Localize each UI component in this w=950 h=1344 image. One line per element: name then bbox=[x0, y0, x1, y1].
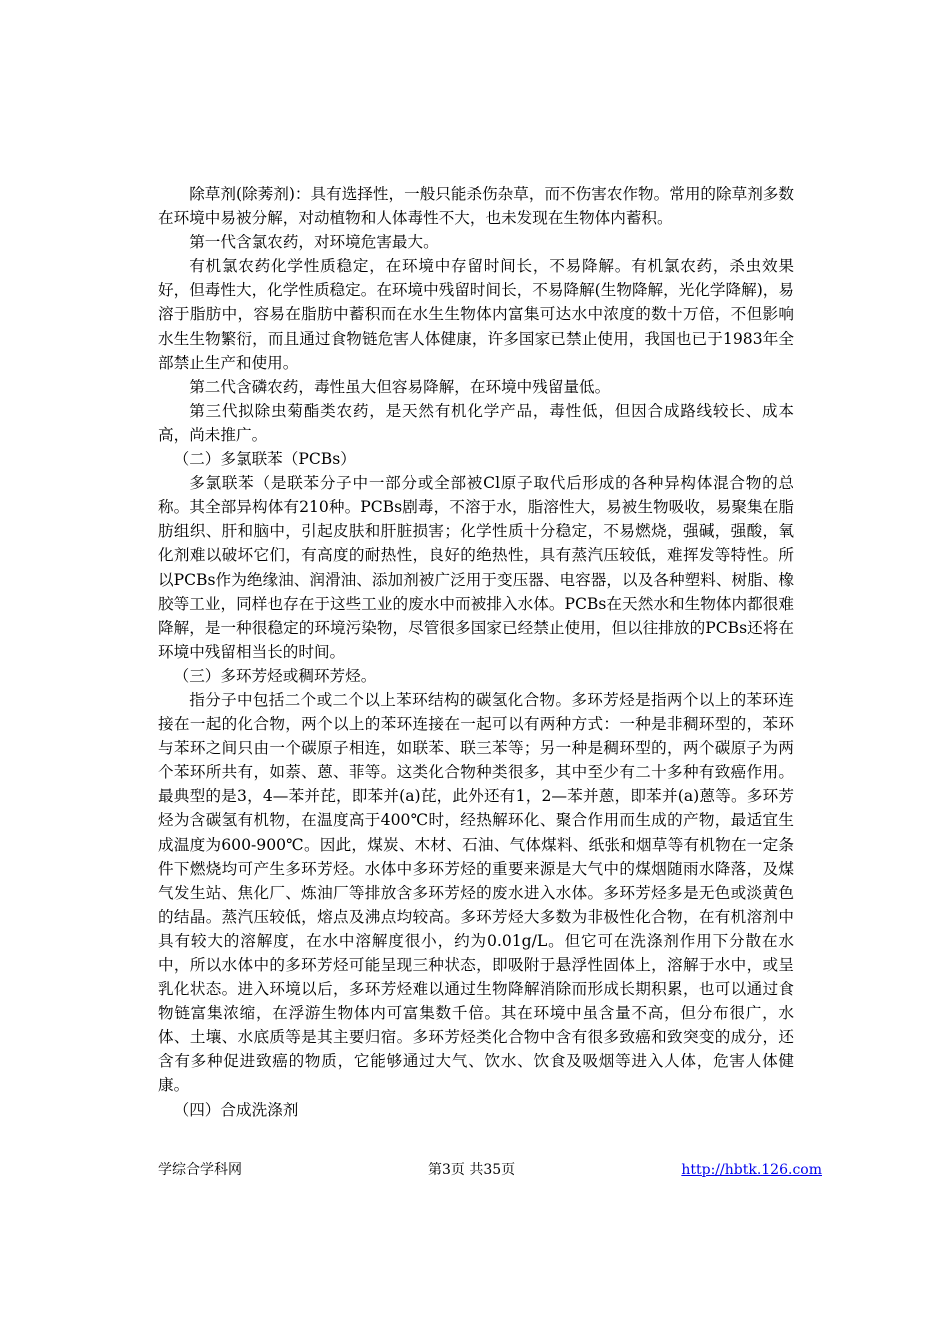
section-heading-pcbs: （二）多氯联苯（PCBs） bbox=[173, 450, 356, 469]
paragraph-organochlorine: 有机氯农药化学性质稳定，在环境中存留时间长，不易降解。有机氯农药，杀虫效果好，但毒性大，化学性质稳定。在环境中残留时间长，不易降解(生物降解，光化学降解)，易溶于脂肪中，容易在脂肪中蓄积而在水生生物体内富集可达水中浓度的数十万倍，不但影响水生生物繁衍，而且通过食物链危害人体健康，许多国家已禁止使用，我国也已于1983年全部禁止生产和使用。 bbox=[158, 257, 794, 372]
paragraph-second-gen: 第二代含磷农药，毒性虽大但容易降解，在环境中残留量低。 bbox=[189, 377, 611, 396]
paragraph-pcbs: 多氯联苯（是联苯分子中一部分或全部被Cl原子取代后形成的各种异构体混合物的总称。其全部异构体有210种。PCBs剧毒，不溶于水，脂溶性大，易被生物吸收，易聚集在脂肪组织、肝和脑中，引起皮肤和肝脏损害；化学性质十分稳定，不易燃烧，强碱，强酸，氧化剂难以破坏它们，有高度的耐热性，良好的绝热性，具有蒸汽压较低，难挥发等特性。所以PCBs作为绝缘油、润滑油、添加剂被广泛用于变压器、电容器，以及各种塑料、树脂、橡胶等工业，同样也存在于这些工业的废水中而被排入水体。PCBs在天然水和生物体内都很难降解，是一种很稳定的环境污染物，尽管很多国家已经禁止使用，但以往排放的PCBs还将在环境中残留相当长的时间。 bbox=[158, 474, 794, 661]
paragraph-herbicide: 除草剂(除莠剂)：具有选择性，一般只能杀伤杂草，而不伤害农作物。常用的除草剂多数在环境中易被分解，对动植物和人体毒性不大，也未发现在生物体内蓄积。 bbox=[158, 185, 794, 228]
footer-url-link[interactable]: http://hbtk.126.com bbox=[681, 1162, 822, 1178]
document-body bbox=[158, 182, 794, 1122]
section-heading-pah: （三）多环芳烃或稠环芳烃。 bbox=[173, 666, 377, 685]
paragraph-first-gen: 第一代含氯农药，对环境危害最大。 bbox=[189, 233, 439, 252]
paragraph-third-gen: 第三代拟除虫菊酯类农药，是天然有机化学产品，毒性低，但因合成路线较长、成本高，尚未推广。 bbox=[158, 401, 794, 444]
page-footer bbox=[158, 1158, 822, 1182]
footer-page-number: 第3页 共35页 bbox=[428, 1162, 516, 1178]
section-heading-detergent: （四）合成洗涤剂 bbox=[173, 1100, 299, 1119]
paragraph-pah: 指分子中包括二个或二个以上苯环结构的碳氢化合物。多环芳烃是指两个以上的苯环连接在一起的化合物，两个以上的苯环连接在一起可以有两种方式：一种是非稠环型的，苯环与苯环之间只由一个碳原子相连，如联苯、联三苯等；另一种是稠环型的，两个碳原子为两个苯环所共有，如萘、蒽、菲等。这类化合物种类很多，其中至少有二十多种有致癌作用。最典型的是3，4—苯并芘，即苯并(a)芘，此外还有1，2—苯并蒽，即苯并(a)蒽等。多环芳烃为含碳氢有机物，在温度高于400℃时，经热解环化、聚合作用而生成的产物，最适宜生成温度为600-900℃。因此，煤炭、木材、石油、气体煤料、纸张和烟草等有机物在一定条件下燃烧均可产生多环芳烃。水体中多环芳烃的重要来源是大气中的煤烟随雨水降落，及煤气发生站、焦化厂、炼油厂等排放含多环芳烃的废水进入水体。多环芳烃多是无色或淡黄色的结晶。蒸汽压较低，熔点及沸点均较高。多环芳烃大多数为非极性化合物，在有机溶剂中具有较大的溶解度，在水中溶解度很小，约为0.01g/L。但它可在洗涤剂作用下分散在水中，所以水体中的多环芳烃可能呈现三种状态，即吸附于悬浮性固体上，溶解于水中，或呈乳化状态。进入环境以后，多环芳烃难以通过生物降解消除而形成长期积累，也可以通过食物链富集浓缩，在浮游生物体内可富集数千倍。其在环境中虽含量不高，但分布很广，水体、土壤、水底质等是其主要归宿。多环芳烃类化合物中含有很多致癌和致突变的成分，还含有多种促进致癌的物质，它能够通过大气、饮水、饮食及吸烟等进入人体，危害人体健康。 bbox=[158, 690, 794, 1095]
footer-site-name: 学综合学科网 bbox=[158, 1162, 242, 1178]
